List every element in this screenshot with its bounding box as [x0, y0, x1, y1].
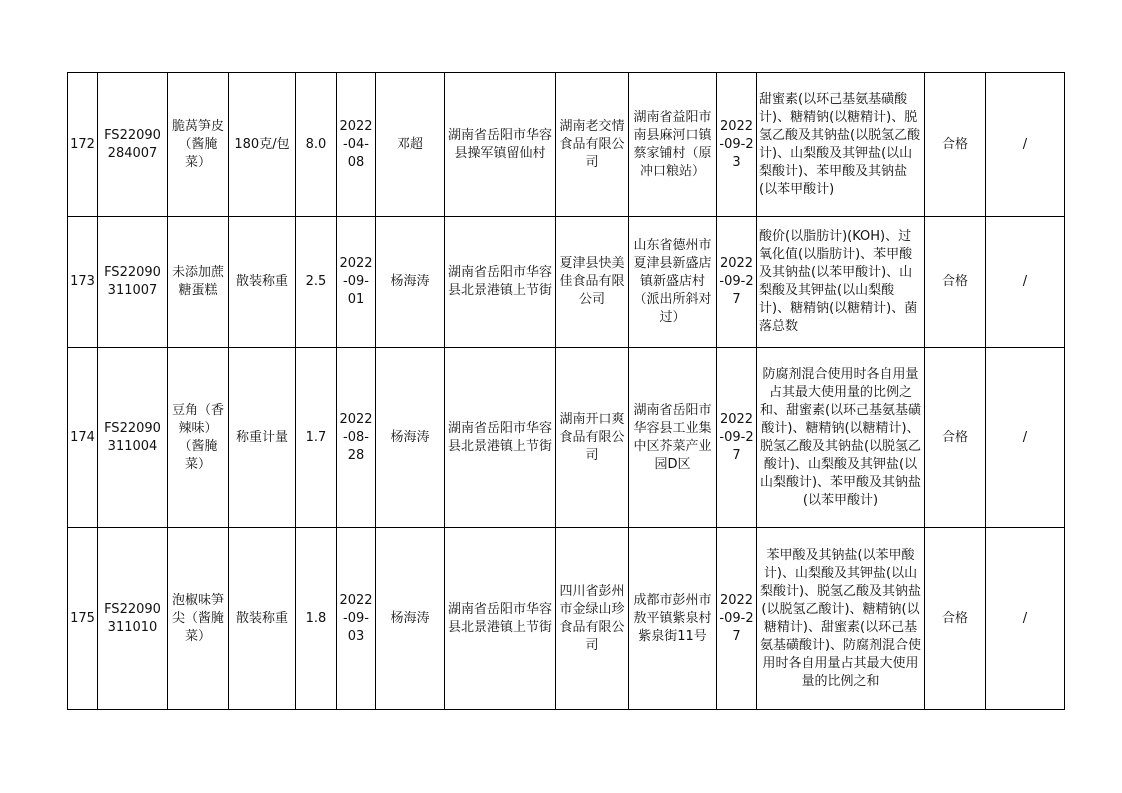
table-row — [68, 528, 1065, 710]
manufacturer-address: 成都市彭州市敖平镇紫泉村紫泉街11号 — [629, 528, 717, 710]
manufacturer-name: 四川省彭州市金绿山珍食品有限公司 — [556, 528, 629, 710]
sample-id: FS22090311010 — [98, 528, 168, 710]
quantity: 2.5 — [296, 217, 337, 348]
quantity: 1.8 — [296, 528, 337, 710]
product-name: 豆角（香辣味）（酱腌菜） — [168, 348, 229, 528]
manufacturer-address: 山东省德州市夏津县新盛店镇新盛店村（派出所斜对过） — [629, 217, 717, 348]
production-date: 2022-09-01 — [337, 217, 376, 348]
sampler-name: 杨海涛 — [376, 217, 445, 348]
test-date: 2022-09-27 — [717, 217, 757, 348]
product-name: 脆莴笋皮（酱腌菜） — [168, 73, 229, 217]
manufacturer-name: 湖南开口爽食品有限公司 — [556, 348, 629, 528]
specification: 散装称重 — [229, 528, 296, 710]
sampler-name: 邓超 — [376, 73, 445, 217]
test-date: 2022-09-23 — [717, 73, 757, 217]
test-date: 2022-09-27 — [717, 528, 757, 710]
row-index: 174 — [68, 348, 98, 528]
remark: / — [986, 73, 1065, 217]
production-date: 2022-04-08 — [337, 73, 376, 217]
specification: 180克/包 — [229, 73, 296, 217]
sampled-location: 湖南省岳阳市华容县北景港镇上节街 — [445, 217, 556, 348]
remark: / — [986, 348, 1065, 528]
product-name: 泡椒味笋尖（酱腌菜） — [168, 528, 229, 710]
test-date: 2022-09-27 — [717, 348, 757, 528]
sample-id: FS22090311007 — [98, 217, 168, 348]
test-items: 苯甲酸及其钠盐(以苯甲酸计)、山梨酸及其钾盐(以山梨酸计)、脱氢乙酸及其钠盐(以脱氢乙酸计)、糖精钠(以糖精计)、甜蜜素(以环己基氨基磺酸计)、防腐剂混合使用时各自用量占其最大使用量的比例之和 — [757, 528, 925, 710]
manufacturer-address: 湖南省益阳市南县麻河口镇蔡家铺村（原冲口粮站） — [629, 73, 717, 217]
remark: / — [986, 528, 1065, 710]
specification: 散装称重 — [229, 217, 296, 348]
sampled-location: 湖南省岳阳市华容县北景港镇上节街 — [445, 528, 556, 710]
manufacturer-name: 夏津县快美佳食品有限公司 — [556, 217, 629, 348]
quantity: 1.7 — [296, 348, 337, 528]
specification: 称重计量 — [229, 348, 296, 528]
row-index: 175 — [68, 528, 98, 710]
inspection-results-table — [67, 72, 1065, 710]
test-items: 防腐剂混合使用时各自用量占其最大使用量的比例之和、甜蜜素(以环己基氨基磺酸计)、糖精钠(以糖精计)、脱氢乙酸及其钠盐(以脱氢乙酸计)、山梨酸及其钾盐(以山梨酸计)、苯甲酸及其钠盐(以苯甲酸计) — [757, 348, 925, 528]
remark: / — [986, 217, 1065, 348]
table-row — [68, 217, 1065, 348]
sample-id: FS22090311004 — [98, 348, 168, 528]
table-row — [68, 348, 1065, 528]
test-result: 合格 — [925, 348, 986, 528]
table-row — [68, 73, 1065, 217]
test-result: 合格 — [925, 73, 986, 217]
sampler-name: 杨海涛 — [376, 528, 445, 710]
sampler-name: 杨海涛 — [376, 348, 445, 528]
manufacturer-name: 湖南老交情食品有限公司 — [556, 73, 629, 217]
quantity: 8.0 — [296, 73, 337, 217]
test-result: 合格 — [925, 528, 986, 710]
sample-id: FS22090284007 — [98, 73, 168, 217]
test-items: 酸价(以脂肪计)(KOH)、过氧化值(以脂肪计)、苯甲酸及其钠盐(以苯甲酸计)、山梨酸及其钾盐(以山梨酸计)、糖精钠(以糖精计)、菌落总数 — [757, 217, 925, 348]
row-index: 172 — [68, 73, 98, 217]
sampled-location: 湖南省岳阳市华容县北景港镇上节街 — [445, 348, 556, 528]
product-name: 未添加蔗糖蛋糕 — [168, 217, 229, 348]
row-index: 173 — [68, 217, 98, 348]
manufacturer-address: 湖南省岳阳市华容县工业集中区芥菜产业园D区 — [629, 348, 717, 528]
production-date: 2022-08-28 — [337, 348, 376, 528]
test-items: 甜蜜素(以环己基氨基磺酸计)、糖精钠(以糖精计)、脱氢乙酸及其钠盐(以脱氢乙酸计)、山梨酸及其钾盐(以山梨酸计)、苯甲酸及其钠盐(以苯甲酸计) — [757, 73, 925, 217]
production-date: 2022-09-03 — [337, 528, 376, 710]
test-result: 合格 — [925, 217, 986, 348]
sampled-location: 湖南省岳阳市华容县操军镇留仙村 — [445, 73, 556, 217]
